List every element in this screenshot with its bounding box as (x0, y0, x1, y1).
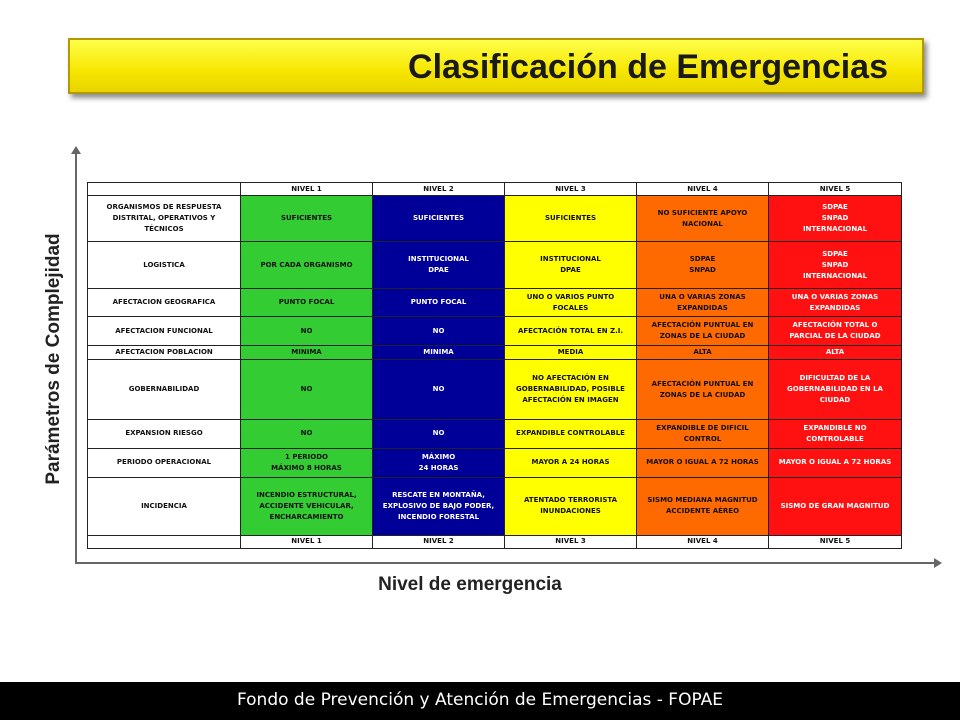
cell-nivel-5: SISMO DE GRAN MAGNITUD (769, 477, 902, 535)
title-banner (68, 38, 924, 94)
cell-nivel-5: SDPAE SNPAD INTERNACIONAL (769, 242, 902, 289)
header-level-1: NIVEL 1 (241, 183, 373, 196)
table-row (88, 448, 902, 477)
cell-nivel-2: MINIMA (373, 346, 505, 360)
cell-nivel-5: UNA O VARIAS ZONAS EXPANDIDAS (769, 289, 902, 317)
footer-text: Fondo de Prevención y Atención de Emergencias - FOPAE (236, 690, 724, 710)
y-axis-label: Parámetros de Complejidad (43, 233, 64, 485)
x-axis-label: Nivel de emergencia (378, 574, 562, 595)
cell-nivel-1: NO (241, 317, 373, 346)
table-row (88, 419, 902, 448)
cell-nivel-3: UNO O VARIOS PUNTO FOCALES (505, 289, 637, 317)
cell-nivel-1: NO (241, 419, 373, 448)
cell-nivel-5: DIFICULTAD DE LA GOBERNABILIDAD EN LA CIUDAD (769, 360, 902, 419)
cell-nivel-4: ALTA (637, 346, 769, 360)
cell-nivel-2: NO (373, 317, 505, 346)
table-row (88, 317, 902, 346)
header-level-2: NIVEL 2 (373, 183, 505, 196)
cell-nivel-1: POR CADA ORGANISMO (241, 242, 373, 289)
y-axis-arrow-icon (71, 146, 81, 154)
x-axis-line (75, 562, 935, 564)
cell-nivel-4: AFECTACIÓN PUNTUAL EN ZONAS DE LA CIUDAD (637, 317, 769, 346)
footer-bar (0, 682, 960, 720)
cell-nivel-4: UNA O VARIAS ZONAS EXPANDIDAS (637, 289, 769, 317)
header-level-4: NIVEL 4 (637, 183, 769, 196)
footer-corner (88, 535, 241, 548)
x-axis-arrow-icon (934, 558, 942, 568)
cell-nivel-2: PUNTO FOCAL (373, 289, 505, 317)
footer-level-1: NIVEL 1 (241, 535, 373, 548)
cell-nivel-3: INSTITUCIONAL DPAE (505, 242, 637, 289)
row-parameter: AFECTACION POBLACION (88, 346, 241, 360)
row-parameter: EXPANSION RIESGO (88, 419, 241, 448)
cell-nivel-2: RESCATE EN MONTAÑA, EXPLOSIVO DE BAJO PODER, INCENDIO FORESTAL (373, 477, 505, 535)
classification-table (87, 182, 902, 549)
cell-nivel-5: EXPANDIBLE NO CONTROLABLE (769, 419, 902, 448)
row-parameter: INCIDENCIA (88, 477, 241, 535)
cell-nivel-4: AFECTACIÓN PUNTUAL EN ZONAS DE LA CIUDAD (637, 360, 769, 419)
header-row-top (88, 183, 902, 196)
table-row (88, 360, 902, 419)
cell-nivel-3: MEDIA (505, 346, 637, 360)
header-row-bottom (88, 535, 902, 548)
y-axis-line (75, 152, 77, 564)
cell-nivel-3: ATENTADO TERRORISTA INUNDACIONES (505, 477, 637, 535)
table-row (88, 346, 902, 360)
cell-nivel-5: AFECTACIÓN TOTAL O PARCIAL DE LA CIUDAD (769, 317, 902, 346)
cell-nivel-2: MÁXIMO 24 HORAS (373, 448, 505, 477)
row-parameter: GOBERNABILIDAD (88, 360, 241, 419)
cell-nivel-1: INCENDIO ESTRUCTURAL, ACCIDENTE VEHICULAR, ENCHARCAMIENTO (241, 477, 373, 535)
cell-nivel-5: ALTA (769, 346, 902, 360)
header-corner (88, 183, 241, 196)
cell-nivel-4: NO SUFICIENTE APOYO NACIONAL (637, 196, 769, 242)
cell-nivel-1: 1 PERIODO MÁXIMO 8 HORAS (241, 448, 373, 477)
cell-nivel-3: NO AFECTACIÓN EN GOBERNABILIDAD, POSIBLE AFECTACIÓN EN IMAGEN (505, 360, 637, 419)
row-parameter: AFECTACION GEOGRAFICA (88, 289, 241, 317)
cell-nivel-4: EXPANDIBLE DE DIFICIL CONTROL (637, 419, 769, 448)
footer-level-3: NIVEL 3 (505, 535, 637, 548)
cell-nivel-2: NO (373, 419, 505, 448)
cell-nivel-2: NO (373, 360, 505, 419)
cell-nivel-5: SDPAE SNPAD INTERNACIONAL (769, 196, 902, 242)
cell-nivel-3: MAYOR A 24 HORAS (505, 448, 637, 477)
footer-level-4: NIVEL 4 (637, 535, 769, 548)
cell-nivel-4: SISMO MEDIANA MAGNITUD ACCIDENTE AÉREO (637, 477, 769, 535)
cell-nivel-2: SUFICIENTES (373, 196, 505, 242)
table-row (88, 477, 902, 535)
cell-nivel-1: MINIMA (241, 346, 373, 360)
row-parameter: PERIODO OPERACIONAL (88, 448, 241, 477)
page-title: Clasificación de Emergencias (408, 48, 888, 86)
row-parameter: AFECTACION FUNCIONAL (88, 317, 241, 346)
row-parameter: LOGISTICA (88, 242, 241, 289)
cell-nivel-3: EXPANDIBLE CONTROLABLE (505, 419, 637, 448)
header-level-3: NIVEL 3 (505, 183, 637, 196)
cell-nivel-4: MAYOR O IGUAL A 72 HORAS (637, 448, 769, 477)
footer-level-2: NIVEL 2 (373, 535, 505, 548)
cell-nivel-5: MAYOR O IGUAL A 72 HORAS (769, 448, 902, 477)
cell-nivel-3: AFECTACIÓN TOTAL EN Z.I. (505, 317, 637, 346)
cell-nivel-3: SUFICIENTES (505, 196, 637, 242)
row-parameter: ORGANISMOS DE RESPUESTA DISTRITAL, OPERATIVOS Y TÉCNICOS (88, 196, 241, 242)
footer-level-5: NIVEL 5 (769, 535, 902, 548)
cell-nivel-1: SUFICIENTES (241, 196, 373, 242)
cell-nivel-4: SDPAE SNPAD (637, 242, 769, 289)
table-row (88, 196, 902, 242)
table-row (88, 242, 902, 289)
header-level-5: NIVEL 5 (769, 183, 902, 196)
cell-nivel-1: NO (241, 360, 373, 419)
cell-nivel-2: INSTITUCIONAL DPAE (373, 242, 505, 289)
table-row (88, 289, 902, 317)
cell-nivel-1: PUNTO FOCAL (241, 289, 373, 317)
